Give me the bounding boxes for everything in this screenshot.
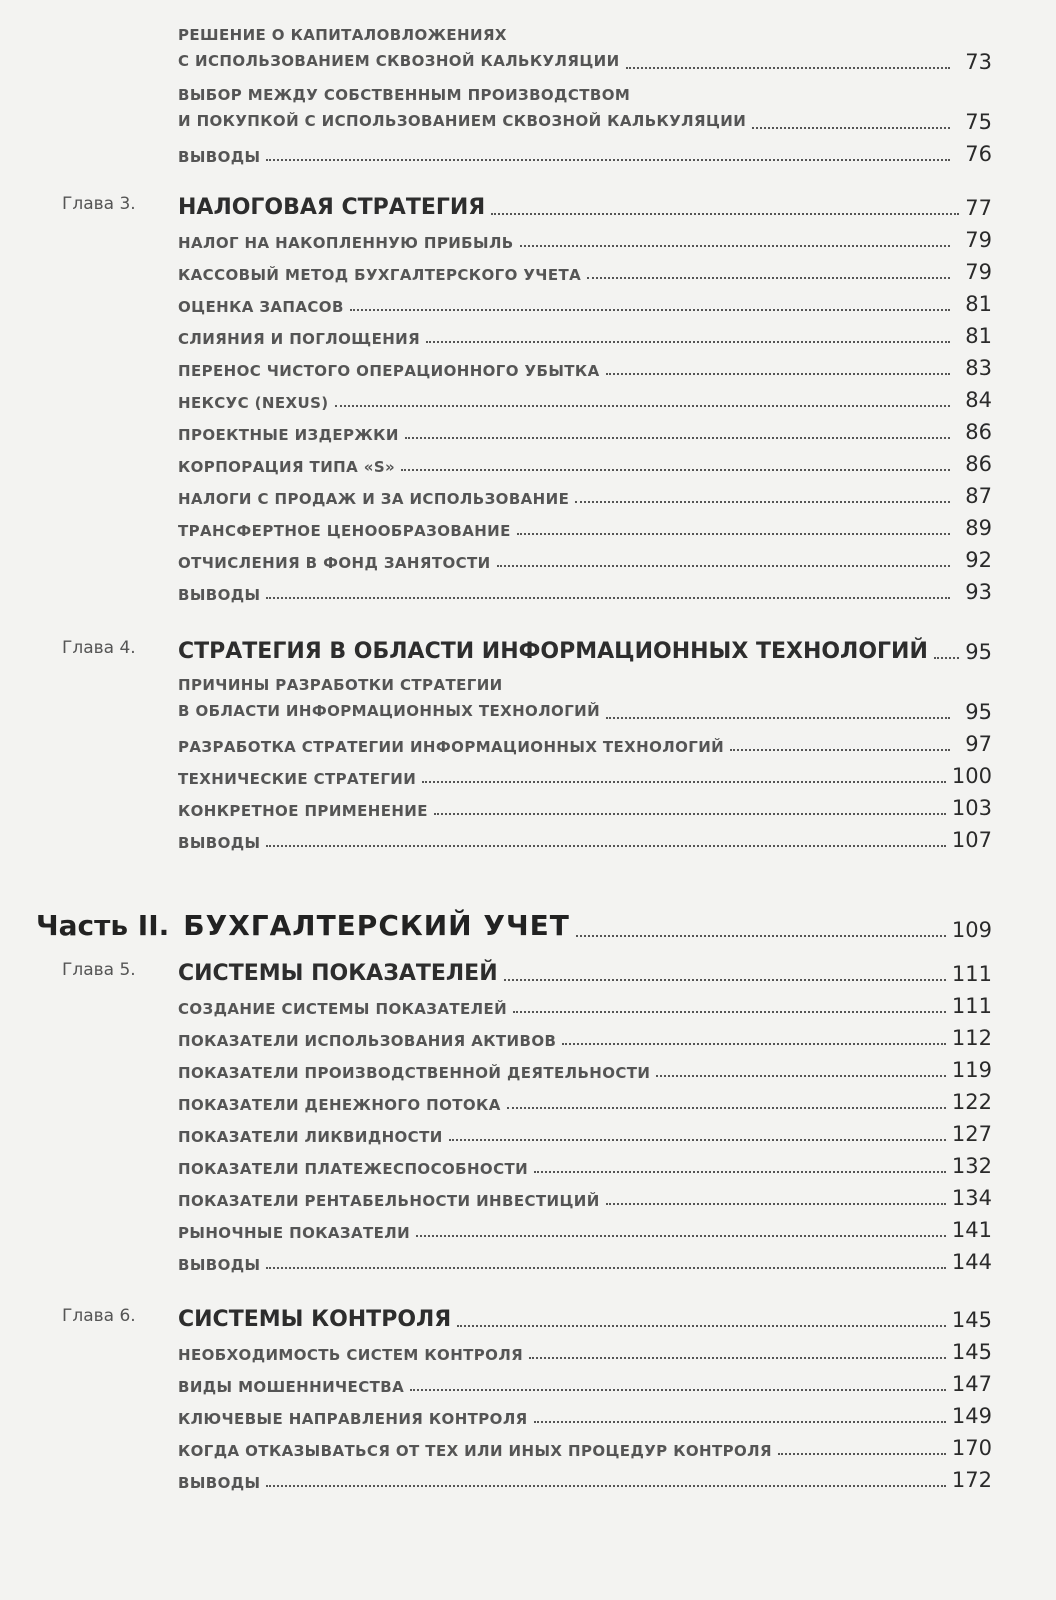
toc-entry <box>0 134 1056 166</box>
page-number: 79 <box>965 228 992 252</box>
chapter-5 <box>0 950 1056 1274</box>
dot-leader <box>497 565 950 567</box>
dot-leader <box>350 309 950 311</box>
dot-leader <box>266 1485 945 1487</box>
toc-entry <box>0 788 1056 820</box>
entry-title: ПОКАЗАТЕЛИ ЛИКВИДНОСТИ <box>178 1128 443 1146</box>
page-number: 73 <box>965 50 992 74</box>
toc-entry <box>0 252 1056 284</box>
entry-title: ТЕХНИЧЕСКИЕ СТРАТЕГИИ <box>178 770 417 788</box>
chapter-label: Глава 6. <box>62 1306 136 1326</box>
page-number: 112 <box>951 1026 992 1050</box>
entry-title: РАЗРАБОТКА СТРАТЕГИИ ИНФОРМАЦИОННЫХ ТЕХНОЛОГИЙ <box>178 738 725 756</box>
page-number: 76 <box>965 142 992 166</box>
toc-entry <box>0 724 1056 756</box>
page-number: 97 <box>965 732 992 756</box>
page-number: 172 <box>951 1468 992 1492</box>
dot-leader <box>335 405 950 407</box>
dot-leader <box>266 1267 945 1269</box>
dot-leader <box>513 1011 946 1013</box>
entry-title: ВЫВОДЫ <box>178 1474 261 1492</box>
entry-title: НЕКСУС (NEXUS) <box>178 394 329 412</box>
entry-title: КОГДА ОТКАЗЫВАТЬСЯ ОТ ТЕХ ИЛИ ИНЫХ ПРОЦЕДУР КОНТРОЛЯ <box>178 1442 772 1460</box>
dot-leader <box>656 1075 946 1077</box>
page-number: 149 <box>951 1404 992 1428</box>
toc-entry <box>0 1242 1056 1274</box>
entry-title: ПОКАЗАТЕЛИ ПЛАТЕЖЕСПОСОБНОСТИ <box>178 1160 529 1178</box>
dot-leader <box>562 1043 946 1045</box>
toc-entry <box>0 1364 1056 1396</box>
toc-entry <box>0 74 1056 134</box>
dot-leader <box>401 469 950 471</box>
toc-entry <box>0 316 1056 348</box>
chapter-3 <box>0 184 1056 604</box>
toc-entry <box>0 1396 1056 1428</box>
chapter-label: Глава 5. <box>62 960 136 980</box>
toc-entry <box>0 1082 1056 1114</box>
part-label: Часть II. <box>36 909 170 942</box>
entry-title: НАЛОГ НА НАКОПЛЕННУЮ ПРИБЫЛЬ <box>178 234 514 252</box>
toc-entry <box>0 572 1056 604</box>
page-number: 111 <box>951 962 992 986</box>
toc-entry <box>0 986 1056 1018</box>
entry-title: ПРОЕКТНЫЕ ИЗДЕРЖКИ <box>178 426 399 444</box>
page-number: 79 <box>965 260 992 284</box>
dot-leader <box>507 1107 946 1109</box>
toc-entry <box>0 664 1056 724</box>
toc-entry <box>0 1428 1056 1460</box>
dot-leader <box>529 1357 946 1359</box>
part-heading <box>0 898 1056 942</box>
dot-leader <box>416 1235 946 1237</box>
dot-leader <box>457 1325 946 1327</box>
entry-title-line2: С ИСПОЛЬЗОВАНИЕМ СКВОЗНОЙ КАЛЬКУЛЯЦИИ <box>178 52 620 70</box>
toc-entry <box>0 444 1056 476</box>
dot-leader <box>520 245 950 247</box>
part-title: БУХГАЛТЕРСКИЙ УЧЕТ <box>183 909 570 942</box>
chapter-heading <box>0 184 1056 220</box>
entry-title: ОЦЕНКА ЗАПАСОВ <box>178 298 344 316</box>
chapter-title: СИСТЕМЫ ПОКАЗАТЕЛЕЙ <box>178 961 498 986</box>
dot-leader <box>576 935 946 937</box>
entry-title: ПОКАЗАТЕЛИ РЕНТАБЕЛЬНОСТИ ИНВЕСТИЦИЙ <box>178 1192 600 1210</box>
toc-entry <box>0 820 1056 852</box>
dot-leader <box>405 437 950 439</box>
page-number: 92 <box>965 548 992 572</box>
entry-title: НЕОБХОДИМОСТЬ СИСТЕМ КОНТРОЛЯ <box>178 1346 524 1364</box>
entry-title: ПОКАЗАТЕЛИ ДЕНЕЖНОГО ПОТОКА <box>178 1096 501 1114</box>
entry-title-line1: РЕШЕНИЕ О КАПИТАЛОВЛОЖЕНИЯХ <box>178 26 507 44</box>
page-number: 77 <box>965 196 992 220</box>
entry-title: ПЕРЕНОС ЧИСТОГО ОПЕРАЦИОННОГО УБЫТКА <box>178 362 600 380</box>
chapter-label: Глава 3. <box>62 194 136 214</box>
dot-leader <box>504 979 946 981</box>
dot-leader <box>934 657 959 659</box>
entry-title: СОЗДАНИЕ СИСТЕМЫ ПОКАЗАТЕЛЕЙ <box>178 1000 508 1018</box>
page-number: 145 <box>951 1308 992 1332</box>
entry-title: ПОКАЗАТЕЛИ ИСПОЛЬЗОВАНИЯ АКТИВОВ <box>178 1032 557 1050</box>
chapter-6 <box>0 1296 1056 1492</box>
page-number: 127 <box>951 1122 992 1146</box>
toc-entry <box>0 220 1056 252</box>
dot-leader <box>410 1389 946 1391</box>
toc-entry <box>0 508 1056 540</box>
dot-leader <box>606 373 950 375</box>
part-2 <box>0 898 1056 942</box>
toc-entry <box>0 1332 1056 1364</box>
page-number: 84 <box>965 388 992 412</box>
toc-section-top <box>0 14 1056 166</box>
page-number: 103 <box>951 796 992 820</box>
page-number: 141 <box>951 1218 992 1242</box>
page-number: 93 <box>965 580 992 604</box>
page-number: 95 <box>965 640 992 664</box>
toc-entry <box>0 1210 1056 1242</box>
page-number: 145 <box>951 1340 992 1364</box>
toc-entry <box>0 284 1056 316</box>
page-number: 144 <box>951 1250 992 1274</box>
entry-title: ВИДЫ МОШЕННИЧЕСТВА <box>178 1378 405 1396</box>
page-number: 81 <box>965 324 992 348</box>
toc-entry <box>0 1018 1056 1050</box>
page-number: 134 <box>951 1186 992 1210</box>
chapter-heading <box>0 628 1056 664</box>
dot-leader <box>534 1421 946 1423</box>
page-number: 86 <box>965 420 992 444</box>
page-number: 95 <box>965 700 992 724</box>
page-number: 83 <box>965 356 992 380</box>
page-number: 122 <box>951 1090 992 1114</box>
dot-leader <box>426 341 950 343</box>
entry-title: КОНКРЕТНОЕ ПРИМЕНЕНИЕ <box>178 802 428 820</box>
dot-leader <box>575 501 950 503</box>
entry-title: ОТЧИСЛЕНИЯ В ФОНД ЗАНЯТОСТИ <box>178 554 491 572</box>
entry-title-line1: ПРИЧИНЫ РАЗРАБОТКИ СТРАТЕГИИ <box>178 676 503 694</box>
toc-entry <box>0 380 1056 412</box>
toc-entry <box>0 1114 1056 1146</box>
toc-entry <box>0 1178 1056 1210</box>
page-number: 109 <box>951 918 992 942</box>
toc-entry <box>0 756 1056 788</box>
dot-leader <box>517 533 950 535</box>
chapter-heading <box>0 950 1056 986</box>
page-number: 147 <box>951 1372 992 1396</box>
toc-entry <box>0 540 1056 572</box>
entry-title: ВЫВОДЫ <box>178 148 261 166</box>
entry-title: КЛЮЧЕВЫЕ НАПРАВЛЕНИЯ КОНТРОЛЯ <box>178 1410 528 1428</box>
toc-entry <box>0 348 1056 380</box>
entry-title: КОРПОРАЦИЯ ТИПА «S» <box>178 458 396 476</box>
page-number: 107 <box>951 828 992 852</box>
dot-leader <box>491 213 959 215</box>
dot-leader <box>778 1453 946 1455</box>
page-number: 75 <box>965 110 992 134</box>
dot-leader <box>266 597 950 599</box>
chapter-4 <box>0 628 1056 852</box>
dot-leader <box>730 749 950 751</box>
dot-leader <box>449 1139 946 1141</box>
page-number: 81 <box>965 292 992 316</box>
entry-title: РЫНОЧНЫЕ ПОКАЗАТЕЛИ <box>178 1224 411 1242</box>
entry-title-line2: И ПОКУПКОЙ С ИСПОЛЬЗОВАНИЕМ СКВОЗНОЙ КАЛЬКУЛЯЦИИ <box>178 112 747 130</box>
entry-title: ПОКАЗАТЕЛИ ПРОИЗВОДСТВЕННОЙ ДЕЯТЕЛЬНОСТИ <box>178 1064 651 1082</box>
dot-leader <box>606 717 950 719</box>
chapter-heading <box>0 1296 1056 1332</box>
entry-title: НАЛОГИ С ПРОДАЖ И ЗА ИСПОЛЬЗОВАНИЕ <box>178 490 570 508</box>
chapter-title: СИСТЕМЫ КОНТРОЛЯ <box>178 1307 452 1332</box>
dot-leader <box>626 67 950 69</box>
page-number: 86 <box>965 452 992 476</box>
entry-title: ВЫВОДЫ <box>178 1256 261 1274</box>
dot-leader <box>266 159 950 161</box>
toc-entry <box>0 1460 1056 1492</box>
chapter-title: СТРАТЕГИЯ В ОБЛАСТИ ИНФОРМАЦИОННЫХ ТЕХНОЛОГИЙ <box>178 639 928 664</box>
dot-leader <box>606 1203 946 1205</box>
toc-entry <box>0 412 1056 444</box>
dot-leader <box>534 1171 946 1173</box>
dot-leader <box>422 781 946 783</box>
entry-title: КАССОВЫЙ МЕТОД БУХГАЛТЕРСКОГО УЧЕТА <box>178 266 582 284</box>
toc-entry <box>0 14 1056 74</box>
chapter-label: Глава 4. <box>62 638 136 658</box>
page-number: 132 <box>951 1154 992 1178</box>
page-number: 87 <box>965 484 992 508</box>
entry-title: ВЫВОДЫ <box>178 586 261 604</box>
dot-leader <box>266 845 945 847</box>
entry-title-line2: В ОБЛАСТИ ИНФОРМАЦИОННЫХ ТЕХНОЛОГИЙ <box>178 702 601 720</box>
chapter-title: НАЛОГОВАЯ СТРАТЕГИЯ <box>178 195 486 220</box>
dot-leader <box>434 813 946 815</box>
toc-entry <box>0 1050 1056 1082</box>
entry-title: ВЫВОДЫ <box>178 834 261 852</box>
page-number: 89 <box>965 516 992 540</box>
page-number: 119 <box>951 1058 992 1082</box>
entry-title: ТРАНСФЕРТНОЕ ЦЕНООБРАЗОВАНИЕ <box>178 522 511 540</box>
page-number: 170 <box>951 1436 992 1460</box>
toc-entry <box>0 1146 1056 1178</box>
toc-entry <box>0 476 1056 508</box>
page-number: 111 <box>951 994 992 1018</box>
dot-leader <box>587 277 950 279</box>
page-number: 100 <box>951 764 992 788</box>
entry-title-line1: ВЫБОР МЕЖДУ СОБСТВЕННЫМ ПРОИЗВОДСТВОМ <box>178 86 631 104</box>
entry-title: СЛИЯНИЯ И ПОГЛОЩЕНИЯ <box>178 330 421 348</box>
dot-leader <box>752 127 950 129</box>
